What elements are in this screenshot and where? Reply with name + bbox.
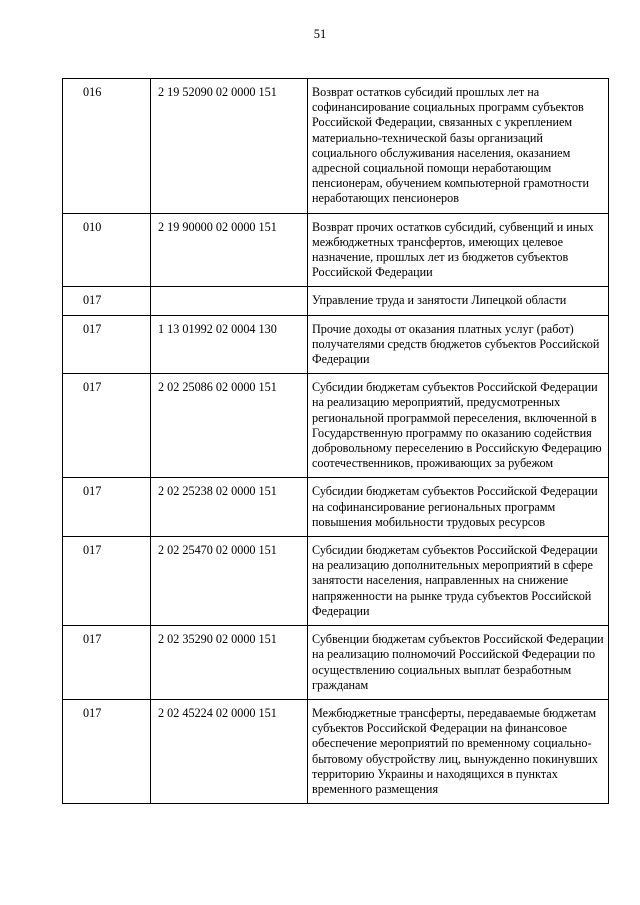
table-row (63, 374, 609, 478)
table-row (63, 79, 609, 214)
admin-code-cell: 017 (63, 287, 151, 315)
income-name-cell: Субвенции бюджетам субъектов Российской Федерации на реализацию полномочий Российской Федерации по осуществлению социальных выплат безработным гражданам (308, 626, 609, 700)
table-row (63, 213, 609, 287)
income-name-cell: Прочие доходы от оказания платных услуг (работ) получателями средств бюджетов субъектов Российской Федерации (308, 315, 609, 374)
budget-classification-code-cell: 1 13 01992 02 0004 130 (151, 315, 308, 374)
table-row (63, 537, 609, 626)
budget-classification-code-cell: 2 02 45224 02 0000 151 (151, 699, 308, 803)
admin-code-cell: 017 (63, 626, 151, 700)
income-name-cell: Возврат прочих остатков субсидий, субвенций и иных межбюджетных трансфертов, имеющих целевое назначение, прошлых лет из бюджетов субъектов Российской Федерации (308, 213, 609, 287)
income-name-cell: Субсидии бюджетам субъектов Российской Федерации на реализацию мероприятий, предусмотренных региональной программой переселения, включенной в Государственную программу по оказанию содействия добровольному переселению в Российскую Федерацию соотечественников, проживающих за рубежом (308, 374, 609, 478)
admin-code-cell: 017 (63, 478, 151, 537)
budget-classification-code-cell: 2 19 90000 02 0000 151 (151, 213, 308, 287)
budget-classification-code-cell: 2 02 35290 02 0000 151 (151, 626, 308, 700)
budget-classification-code-cell: 2 02 25086 02 0000 151 (151, 374, 308, 478)
admin-code-cell: 017 (63, 699, 151, 803)
table-row (63, 699, 609, 803)
income-name-cell: Субсидии бюджетам субъектов Российской Федерации на реализацию дополнительных мероприятий в сфере занятости населения, направленных на снижение напряженности на рынке труда субъектов Российской Федерации (308, 537, 609, 626)
admin-code-cell: 017 (63, 537, 151, 626)
page-number: 51 (313, 27, 327, 41)
budget-codes-table (62, 78, 609, 804)
budget-classification-code-cell: 2 02 25238 02 0000 151 (151, 478, 308, 537)
budget-classification-code-cell: 2 19 52090 02 0000 151 (151, 79, 308, 214)
table-row (63, 287, 609, 315)
budget-classification-code-cell (151, 287, 308, 315)
budget-classification-code-cell: 2 02 25470 02 0000 151 (151, 537, 308, 626)
table-row (63, 315, 609, 374)
admin-code-cell: 010 (63, 213, 151, 287)
table-body (63, 79, 609, 804)
income-name-cell: Межбюджетные трансферты, передаваемые бюджетам субъектов Российской Федерации на финансовое обеспечение мероприятий по временному социально-бытовому обустройству лиц, вынужденно покинувших территорию Украины и находящихся в пунктах временного размещения (308, 699, 609, 803)
income-name-cell: Субсидии бюджетам субъектов Российской Федерации на софинансирование региональных программ повышения мобильности трудовых ресурсов (308, 478, 609, 537)
admin-code-cell: 017 (63, 374, 151, 478)
admin-code-cell: 017 (63, 315, 151, 374)
admin-code-cell: 016 (63, 79, 151, 214)
table-row (63, 478, 609, 537)
income-name-cell: Управление труда и занятости Липецкой области (308, 287, 609, 315)
income-name-cell: Возврат остатков субсидий прошлых лет на софинансирование социальных программ субъектов Российской Федерации, связанных с укреплением материально-технической базы организаций социального обслуживания населения, оказанием адресной социальной помощи неработающим пенсионерам, обучением компьютерной грамотности неработающих пенсионеров (308, 79, 609, 214)
table-row (63, 626, 609, 700)
